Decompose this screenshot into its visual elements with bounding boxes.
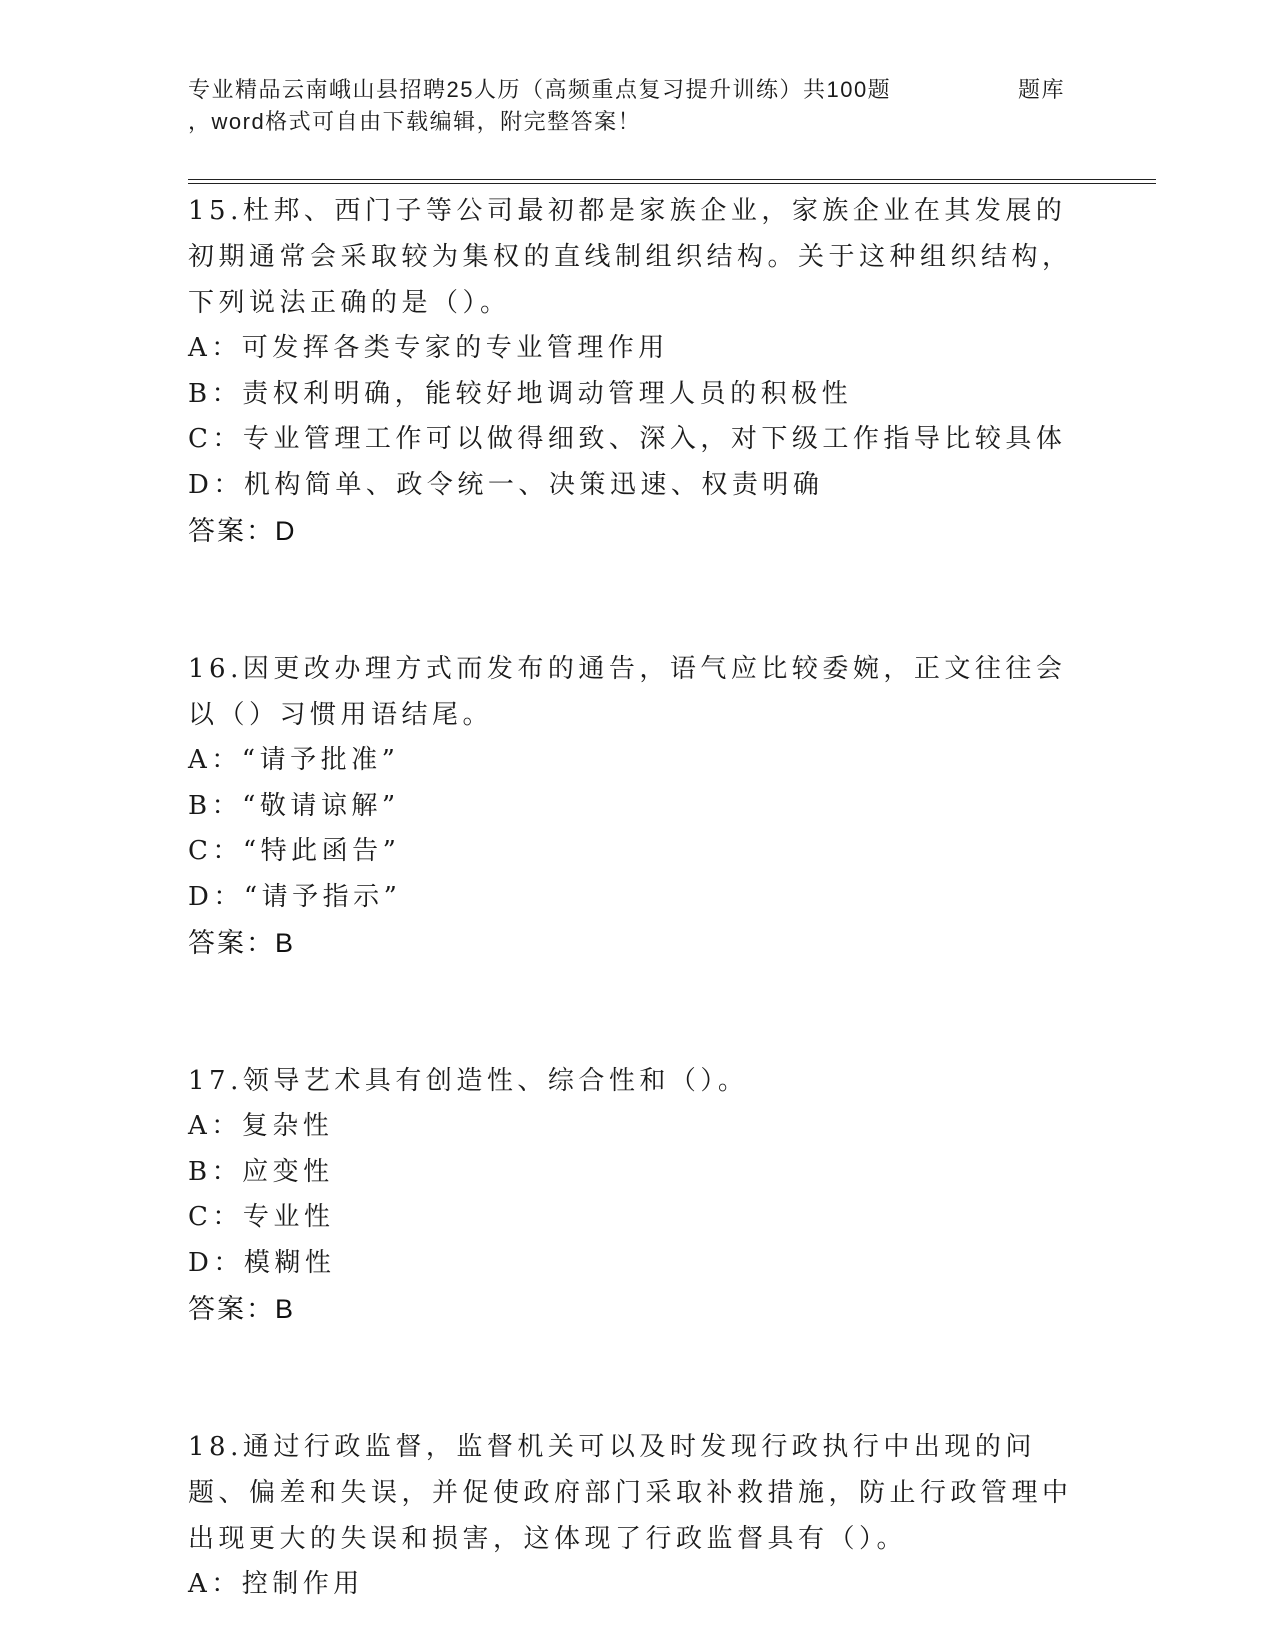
question-list bbox=[188, 188, 1088, 1608]
question-15 bbox=[188, 188, 1088, 554]
option-c: C：“特此函告” bbox=[188, 836, 401, 866]
option-a: A：复杂性 bbox=[188, 1111, 334, 1141]
header-suffix: 题库 bbox=[1018, 77, 1066, 102]
question-17 bbox=[188, 1058, 1088, 1332]
header-line-1 bbox=[188, 74, 1088, 106]
option-c: C：专业性 bbox=[188, 1202, 335, 1232]
answer: 答案：D bbox=[188, 516, 297, 546]
question-18 bbox=[188, 1424, 1088, 1608]
option-a: A：“请予批准” bbox=[188, 745, 400, 775]
answer: 答案：B bbox=[188, 928, 296, 958]
option-b: B：责权利明确，能较好地调动管理人员的积极性 bbox=[188, 378, 853, 409]
option-d: D：模糊性 bbox=[188, 1247, 336, 1278]
header-divider-top bbox=[188, 179, 1156, 180]
header-subtitle: ，word格式可自由下载编辑，附完整答案！ bbox=[188, 109, 642, 134]
question-stem: 16.因更改办理方式而发布的通告，语气应比较委婉，正文往往会以（）习惯用语结尾。 bbox=[188, 654, 1067, 730]
page-header bbox=[188, 74, 1088, 138]
option-d: D：“请予指示” bbox=[188, 881, 402, 912]
option-a: A：可发挥各类专家的专业管理作用 bbox=[188, 333, 669, 363]
question-stem: 18.通过行政监督，监督机关可以及时发现行政执行中出现的问题、偏差和失误，并促使政府部门采取补救措施，防止行政管理中出现更大的失误和损害，这体现了行政监督具有（）。 bbox=[188, 1432, 1073, 1554]
question-stem: 17.领导艺术具有创造性、综合性和（）。 bbox=[188, 1066, 749, 1096]
question-16 bbox=[188, 646, 1088, 966]
header-title: 专业精品云南峨山县招聘25人历（高频重点复习提升训练）共100题 bbox=[188, 77, 892, 102]
option-b: B：应变性 bbox=[188, 1156, 334, 1187]
option-d: D：机构简单、政令统一、决策迅速、权责明确 bbox=[188, 469, 824, 500]
option-a: A：控制作用 bbox=[188, 1569, 364, 1599]
option-b: B：“敬请谅解” bbox=[188, 790, 400, 821]
question-stem: 15.杜邦、西门子等公司最初都是家族企业，家族企业在其发展的初期通常会采取较为集权的直线制组织结构。关于这种组织结构，下列说法正确的是（）。 bbox=[188, 196, 1073, 318]
option-c: C：专业管理工作可以做得细致、深入，对下级工作指导比较具体 bbox=[188, 424, 1067, 454]
answer: 答案：B bbox=[188, 1294, 296, 1324]
header-divider-bottom bbox=[188, 183, 1156, 184]
